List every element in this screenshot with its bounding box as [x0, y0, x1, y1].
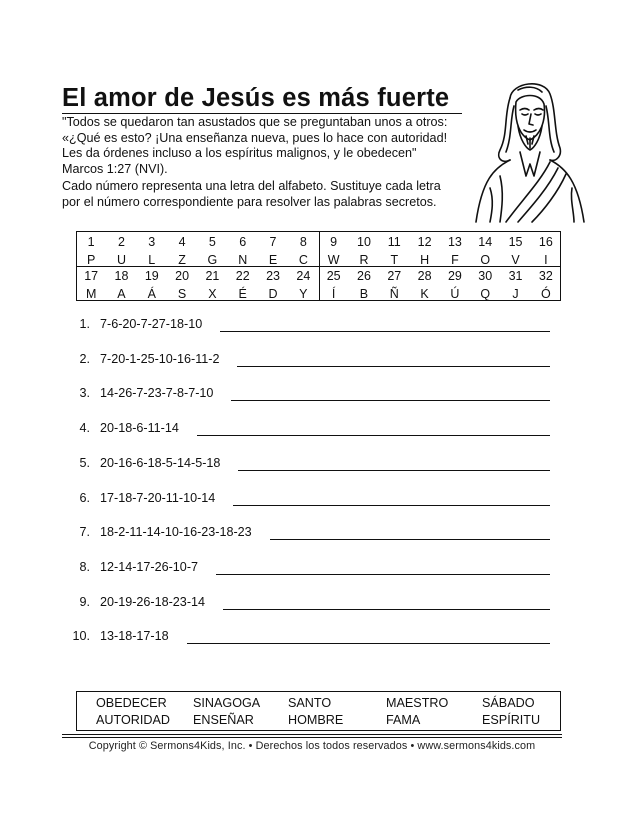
word-bank-word: AUTORIDAD: [96, 713, 170, 727]
cipher-number: 12: [417, 235, 432, 249]
cipher-number: 19: [144, 269, 159, 283]
answer-line[interactable]: [197, 435, 550, 436]
question-item: [75, 560, 198, 574]
cipher-cell: [167, 235, 197, 267]
cipher-letter: S: [177, 287, 187, 301]
title-underline: [62, 113, 462, 114]
question-code: 20-19-26-18-23-14: [100, 594, 206, 609]
question-number: 5.: [79, 455, 90, 470]
cipher-letter: É: [238, 287, 247, 301]
cipher-number: 10: [357, 235, 371, 249]
answer-line[interactable]: [220, 331, 550, 332]
cipher-cell: [106, 269, 136, 301]
cipher-letter: Ó: [540, 287, 551, 301]
cipher-letter: K: [420, 287, 429, 301]
cipher-number: 30: [478, 269, 493, 283]
word-bank: [76, 691, 561, 731]
question-item: [75, 317, 202, 331]
cipher-letter: D: [268, 287, 278, 301]
cipher-number: 9: [330, 235, 338, 249]
footer-rule-bottom: [62, 737, 562, 738]
word-bank-word: SÁBADO: [482, 696, 535, 710]
question-number: 8.: [79, 559, 90, 574]
copyright-notice: Copyright © Sermons4Kids, Inc. • Derechos los todos reservados • www.sermons4kids.com: [88, 740, 536, 752]
cipher-letter: Á: [147, 287, 156, 301]
cipher-number: 24: [296, 269, 311, 283]
verse-line: Les da órdenes incluso a los espíritus malignos, y le obedecen": [62, 146, 417, 161]
cipher-cell: [228, 235, 258, 267]
cipher-letter: J: [512, 287, 519, 301]
cipher-number: 16: [538, 235, 553, 249]
cipher-cell: [440, 235, 470, 267]
answer-line[interactable]: [223, 609, 550, 610]
cipher-cell: [349, 269, 379, 301]
verse-line: "Todos se quedaron tan asustados que se preguntaban unos a otros:: [62, 115, 448, 129]
cipher-letter: A: [117, 287, 126, 301]
cipher-cell: [137, 269, 167, 301]
cipher-key-table: [76, 231, 561, 301]
cipher-letter: B: [359, 287, 369, 301]
question-code: 7-6-20-7-27-18-10: [100, 317, 203, 331]
cipher-letter: T: [390, 253, 399, 267]
verse-line: «¿Qué es esto? ¡Una enseñanza nueva, pues lo hace con autoridad!: [62, 130, 448, 145]
answer-line[interactable]: [187, 643, 550, 644]
question-code: 13-18-17-18: [100, 629, 169, 644]
question-item: [75, 491, 215, 505]
question-number: 6.: [79, 490, 90, 505]
cipher-letter: N: [238, 253, 248, 267]
cipher-letter: C: [298, 253, 308, 267]
cipher-cell: [440, 269, 470, 301]
cipher-number: 31: [508, 269, 523, 283]
cipher-number: 5: [208, 235, 216, 249]
cipher-number: 14: [478, 235, 493, 249]
worksheet-title: El amor de Jesús es más fuerte: [62, 84, 450, 112]
cipher-letter: F: [451, 253, 459, 267]
footer-rule-top: [62, 734, 562, 735]
answer-line[interactable]: [238, 470, 550, 471]
cipher-number: 7: [269, 235, 277, 249]
question-number: 10.: [72, 629, 90, 644]
cipher-number: 11: [387, 235, 401, 249]
cipher-number: 8: [299, 235, 307, 249]
cipher-cell: [76, 235, 106, 267]
answer-line[interactable]: [237, 366, 550, 367]
jesus-illustration: [470, 76, 588, 226]
word-bank-word: ENSEÑAR: [193, 713, 254, 727]
cipher-number: 22: [235, 269, 250, 283]
cipher-cell: [531, 235, 561, 267]
cipher-number: 21: [205, 269, 220, 283]
question-item: [75, 525, 252, 539]
cipher-cell: [197, 235, 227, 267]
cipher-cell: [501, 235, 531, 267]
question-number: 2.: [79, 351, 90, 366]
verse-reference: Marcos 1:27 (NVI).: [62, 161, 168, 176]
cipher-number: 26: [357, 269, 371, 283]
cipher-cell: [319, 235, 349, 267]
question-item: [75, 421, 179, 435]
cipher-letter: I: [544, 253, 548, 267]
word-bank-word: MAESTRO: [386, 696, 449, 710]
question-item: [70, 629, 169, 643]
cipher-cell: [531, 269, 561, 301]
cipher-cell: [410, 235, 440, 267]
instructions-line: Cado número representa una letra del alfabeto. Sustituye cada letra: [62, 179, 441, 193]
cipher-cell: [258, 269, 288, 301]
cipher-number: 28: [417, 269, 432, 283]
cipher-cell: [137, 235, 167, 267]
cipher-number: 25: [326, 269, 341, 283]
question-code: 20-16-6-18-5-14-5-18: [100, 455, 221, 470]
cipher-number: 15: [508, 235, 523, 249]
cipher-number: 13: [447, 235, 462, 249]
cipher-number: 4: [178, 235, 186, 249]
cipher-letter: W: [327, 253, 340, 267]
answer-line[interactable]: [270, 539, 550, 540]
question-item: [75, 595, 205, 609]
cipher-number: 1: [87, 235, 95, 249]
cipher-cell: [319, 269, 349, 301]
cipher-cell: [197, 269, 227, 301]
question-code: 12-14-17-26-10-7: [100, 559, 199, 574]
cipher-letter: V: [511, 253, 520, 267]
cipher-letter: U: [116, 253, 126, 267]
cipher-letter: G: [207, 253, 218, 267]
cipher-letter: R: [359, 253, 369, 267]
cipher-letter: Í: [331, 287, 336, 301]
question-code: 20-18-6-11-14: [100, 421, 179, 436]
cipher-letter: E: [268, 253, 278, 267]
word-bank-word: SANTO: [288, 696, 332, 710]
cipher-number: 3: [148, 235, 156, 249]
cipher-number: 18: [114, 269, 129, 283]
cipher-letter: M: [85, 287, 97, 301]
question-item: [75, 386, 213, 400]
cipher-cell: [379, 269, 409, 301]
cipher-number: 23: [266, 269, 280, 283]
cipher-number: 20: [175, 269, 190, 283]
question-code: 18-2-11-14-10-16-23-18-23: [100, 525, 252, 540]
question-item: [75, 352, 219, 366]
instructions-line: por el número correspondiente para resolver las palabras secretos.: [62, 194, 437, 209]
answer-line[interactable]: [231, 400, 550, 401]
question-code: 14-26-7-23-7-8-7-10: [100, 386, 214, 401]
cipher-number: 2: [117, 235, 125, 249]
cipher-cell: [288, 235, 318, 267]
bible-verse: [62, 115, 472, 177]
cipher-cell: [349, 235, 379, 267]
word-bank-word: OBEDECER: [96, 696, 167, 710]
cipher-cell: [470, 269, 500, 301]
cipher-letter: Y: [299, 287, 308, 301]
cipher-letter: Z: [178, 253, 186, 267]
cipher-letter: X: [208, 287, 217, 301]
question-item: [75, 456, 220, 470]
cipher-cell: [410, 269, 440, 301]
cipher-cell: [379, 235, 409, 267]
answer-line[interactable]: [233, 505, 550, 506]
answer-line[interactable]: [216, 574, 550, 575]
question-number: 4.: [79, 421, 90, 436]
cipher-letter: L: [148, 253, 156, 267]
cipher-number: 32: [538, 269, 553, 283]
cipher-number: 27: [387, 269, 402, 283]
question-number: 9.: [79, 594, 90, 609]
cipher-number: 6: [239, 235, 247, 249]
cipher-number: 29: [447, 269, 462, 283]
cipher-letter: H: [420, 253, 430, 267]
cipher-letter: P: [86, 253, 96, 267]
cipher-cell: [76, 269, 106, 301]
cipher-letter: Q: [480, 287, 491, 301]
cipher-cell: [228, 269, 258, 301]
cipher-letter: Ú: [450, 287, 460, 301]
cipher-letter: Ñ: [389, 287, 399, 301]
cipher-cell: [288, 269, 318, 301]
cipher-cell: [501, 269, 531, 301]
question-code: 7-20-1-25-10-16-11-2: [100, 351, 220, 366]
word-bank-word: SINAGOGA: [193, 696, 261, 710]
cipher-number: 17: [84, 269, 99, 283]
cipher-cell: [470, 235, 500, 267]
cipher-cell: [258, 235, 288, 267]
word-bank-word: ESPÍRITU: [482, 713, 541, 727]
question-number: 7.: [79, 525, 90, 540]
cipher-cell: [106, 235, 136, 267]
question-number: 1.: [79, 317, 90, 331]
word-bank-word: FAMA: [386, 713, 421, 727]
word-bank-word: HOMBRE: [288, 713, 344, 727]
cipher-cell: [167, 269, 197, 301]
cipher-letter: O: [480, 253, 491, 267]
instructions: [62, 179, 472, 210]
question-number: 3.: [79, 386, 90, 401]
question-code: 17-18-7-20-11-10-14: [100, 490, 216, 505]
